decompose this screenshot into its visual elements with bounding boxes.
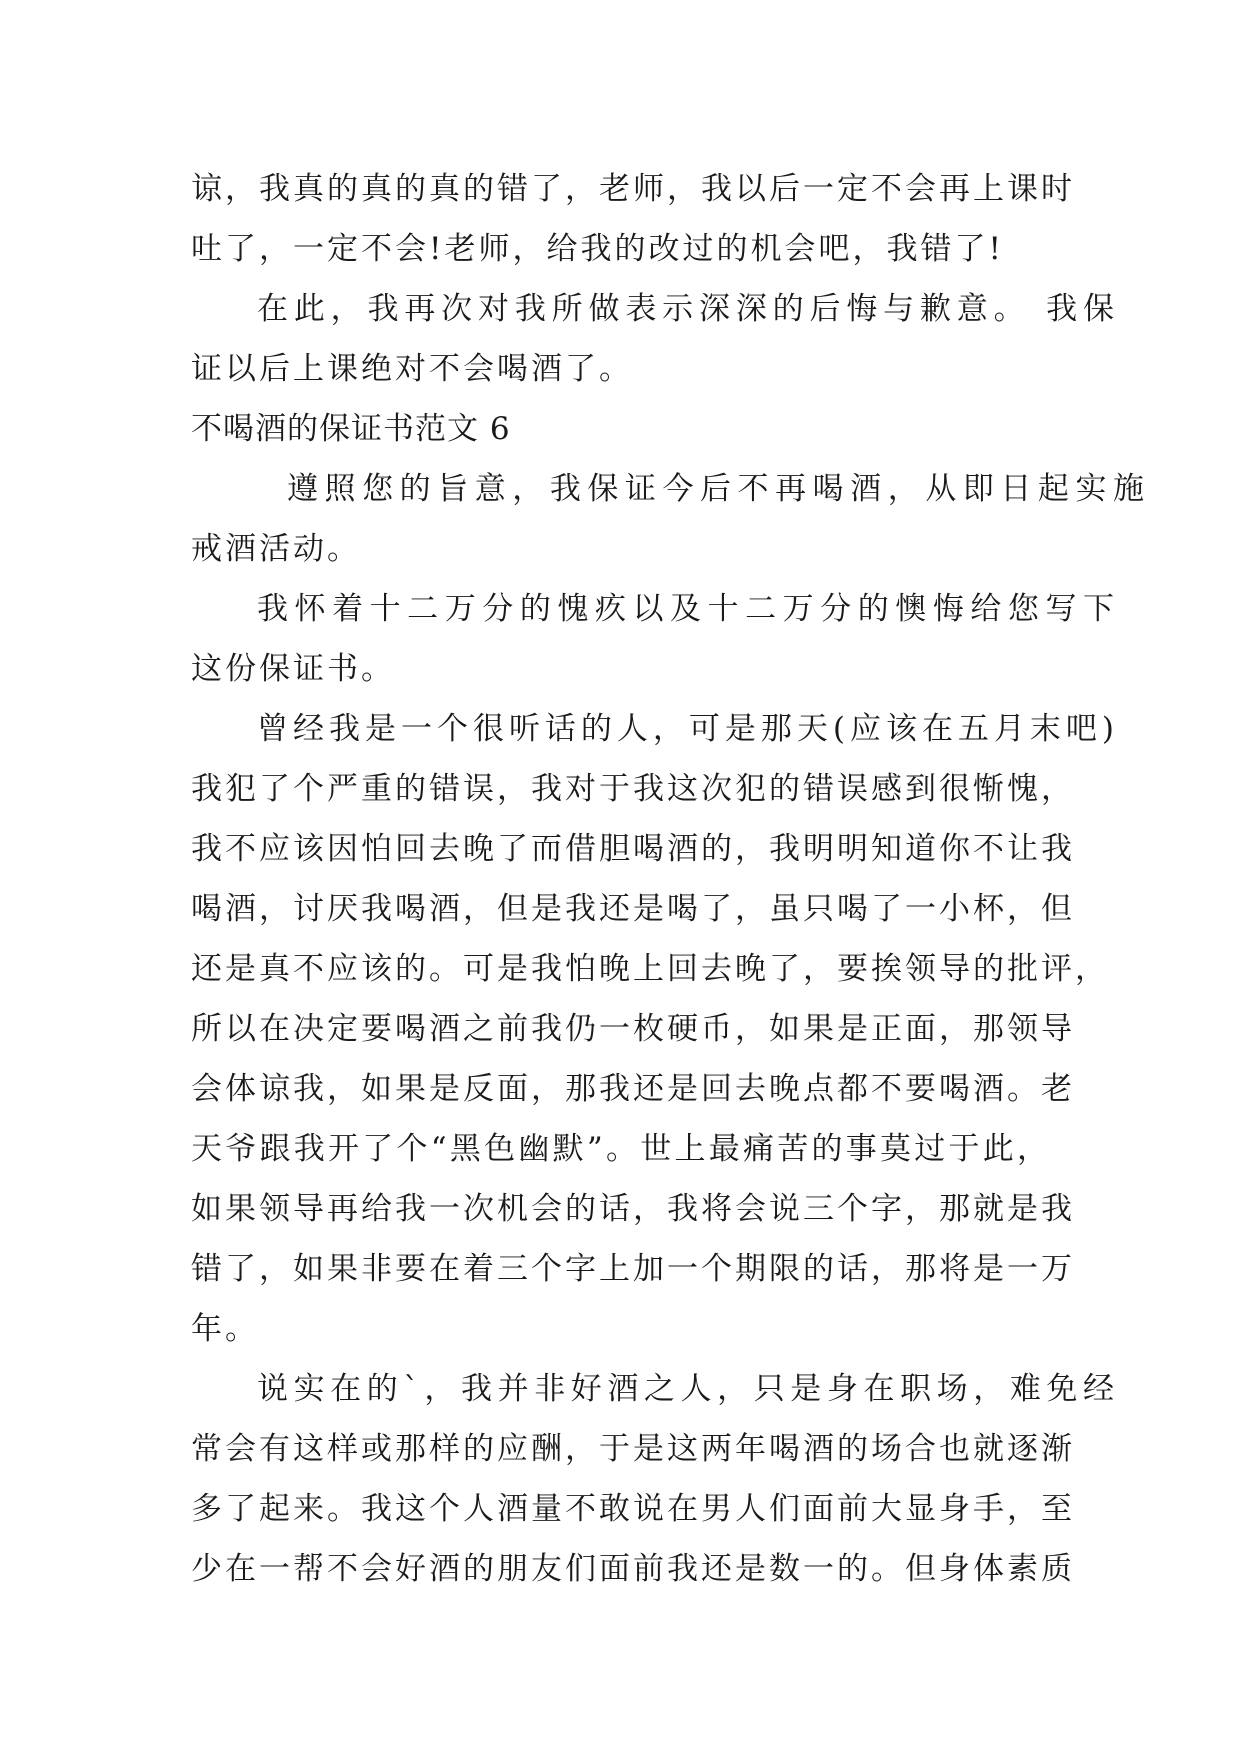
paragraph-start-line: 我怀着十二万分的愧疚以及十二万分的懊悔给您写下 <box>257 591 1117 627</box>
text-line: 我犯了个严重的错误，我对于我这次犯的错误感到很惭愧， <box>191 771 1075 807</box>
text-line: 喝酒，讨厌我喝酒，但是我还是喝了，虽只喝了一小杯，但 <box>191 891 1075 927</box>
paragraph-start-line: 说实在的`，我并非好酒之人，只是身在职场，难免经 <box>257 1371 1117 1407</box>
section-heading: 不喝酒的保证书范文 6 <box>191 411 511 447</box>
text-line: 所以在决定要喝酒之前我仍一枚硬币，如果是正面，那领导 <box>191 1011 1075 1047</box>
text-line: 证以后上课绝对不会喝酒了。 <box>191 351 633 387</box>
text-line: 戒酒活动。 <box>191 531 361 567</box>
text-line: 这份保证书。 <box>191 651 395 687</box>
text-line: 天爷跟我开了个“黑色幽默”。世上最痛苦的事莫过于此， <box>191 1131 1051 1167</box>
paragraph-start-line: 曾经我是一个很听话的人，可是那天(应该在五月末吧) <box>257 711 1117 747</box>
text-line: 会体谅我，如果是反面，那我还是回去晚点都不要喝酒。老 <box>191 1071 1075 1107</box>
text-line: 常会有这样或那样的应酬，于是这两年喝酒的场合也就逐渐 <box>191 1431 1075 1467</box>
paragraph-start-line: 在此，我再次对我所做表示深深的后悔与歉意。 我保 <box>257 291 1117 327</box>
text-line: 还是真不应该的。可是我怕晚上回去晚了，要挨领导的批评， <box>191 951 1109 987</box>
text-line: 吐了，一定不会!老师，给我的改过的机会吧，我错了! <box>191 231 1004 267</box>
document-body <box>191 159 1147 1599</box>
text-line: 多了起来。我这个人酒量不敢说在男人们面前大显身手，至 <box>191 1491 1075 1527</box>
text-line: 年。 <box>191 1311 259 1347</box>
paragraph-start-line: 遵照您的旨意，我保证今后不再喝酒，从即日起实施 <box>287 471 1147 507</box>
text-line: 谅，我真的真的真的错了，老师，我以后一定不会再上课时 <box>191 171 1075 207</box>
text-line: 错了，如果非要在着三个字上加一个期限的话，那将是一万 <box>191 1251 1075 1287</box>
text-line: 如果领导再给我一次机会的话，我将会说三个字，那就是我 <box>191 1191 1075 1227</box>
text-line: 少在一帮不会好酒的朋友们面前我还是数一的。但身体素质 <box>191 1551 1075 1587</box>
text-line: 我不应该因怕回去晚了而借胆喝酒的，我明明知道你不让我 <box>191 831 1075 867</box>
